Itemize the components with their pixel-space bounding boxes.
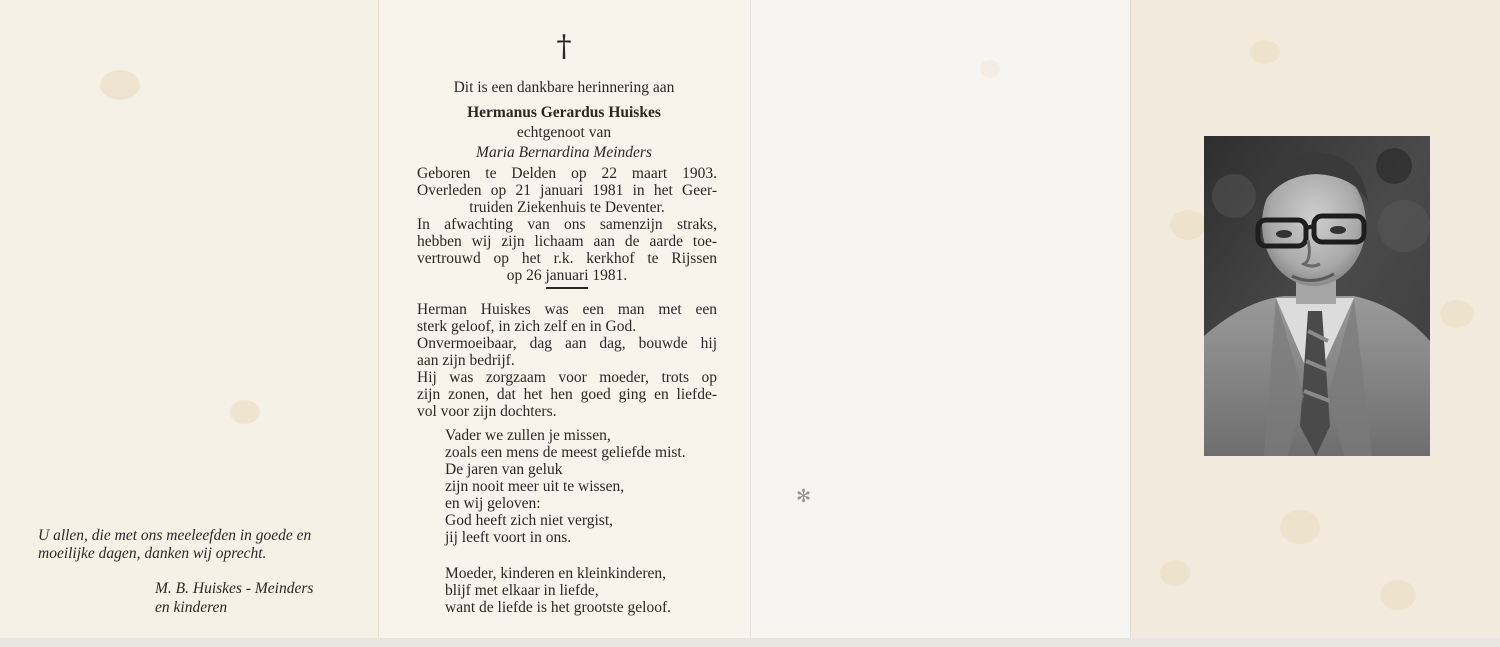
signature	[155, 579, 313, 617]
paper-mark-icon: ✻	[796, 486, 812, 506]
poem-line: Vader we zullen je missen,	[445, 427, 611, 444]
closing-line: Moeder, kinderen en kleinkinderen,	[445, 565, 667, 582]
tribute-line: vol voor zijn dochters.	[417, 403, 557, 420]
divider	[546, 287, 588, 289]
fold-line	[378, 0, 379, 638]
bottom-strip	[0, 638, 1500, 647]
poem-line: zijn nooit meer uit te wissen,	[445, 478, 625, 495]
bio-line: Overleden op 21 januari 1981 in het Geer-	[417, 182, 717, 199]
closing-line: want de liefde is het grootste geloof.	[445, 599, 671, 616]
cross-icon: †	[556, 29, 572, 64]
intro-line: Dit is een dankbare herinnering aan	[453, 79, 675, 96]
left-panel	[0, 0, 378, 638]
portrait-photo	[1204, 136, 1430, 456]
poem-line: en wij geloven:	[445, 495, 541, 512]
thanks-line-1: U allen, die met ons meeleefden in goede en	[38, 527, 312, 544]
bio-line: Geboren te Delden op 22 maart 1903.	[417, 165, 717, 182]
tribute-line: Onvermoeibaar, dag aan dag, bouwde hij	[417, 335, 717, 352]
thanks-text	[38, 527, 311, 563]
poem-line: De jaren van geluk	[445, 461, 563, 478]
signature-line-2: en kinderen	[155, 599, 228, 616]
tribute-line: Herman Huiskes was een man met een	[417, 301, 717, 318]
bio-line: truiden Ziekenhuis te Deventer.	[469, 199, 665, 216]
fold-line	[1130, 0, 1131, 638]
tribute-line: aan zijn bedrijf.	[417, 352, 515, 369]
bio-line: In afwachting van ons samenzijn straks,	[417, 216, 717, 233]
poem-line: zoals een mens de meest geliefde mist.	[445, 444, 686, 461]
photo-panel	[1130, 0, 1500, 638]
bio-line: hebben wij zijn lichaam aan de aarde toe-	[417, 233, 717, 250]
bio-line: vertrouwd op het r.k. kerkhof te Rijssen	[417, 250, 717, 267]
poem	[445, 427, 686, 546]
deceased-name: Hermanus Gerardus Huiskes	[467, 104, 661, 121]
tribute-line: zijn zonen, dat het hen goed ging en liefde-	[417, 386, 717, 403]
portrait-image	[1204, 136, 1430, 456]
tribute-line: Hij was zorgzaam voor moeder, trots op	[417, 369, 717, 386]
closing-verse	[445, 565, 671, 616]
tribute-line: sterk geloof, in zich zelf en in God.	[417, 318, 637, 335]
poem-line: jij leeft voort in ons.	[445, 529, 572, 546]
spouse-name: Maria Bernardina Meinders	[476, 144, 652, 161]
poem-line: God heeft zich niet vergist,	[445, 512, 614, 529]
memorial-text-panel	[378, 0, 750, 638]
fold-line	[750, 0, 751, 638]
spouse-label: echtgenoot van	[516, 124, 612, 141]
blank-back-panel	[750, 0, 1130, 638]
signature-line-1: M. B. Huiskes - Meinders	[155, 580, 314, 597]
bio-line: op 26 januari 1981.	[506, 267, 628, 284]
tribute	[417, 301, 717, 420]
thanks-line-2: moeilijke dagen, danken wij oprecht.	[38, 545, 267, 562]
biography	[417, 165, 717, 284]
closing-line: blijf met elkaar in liefde,	[445, 582, 599, 599]
